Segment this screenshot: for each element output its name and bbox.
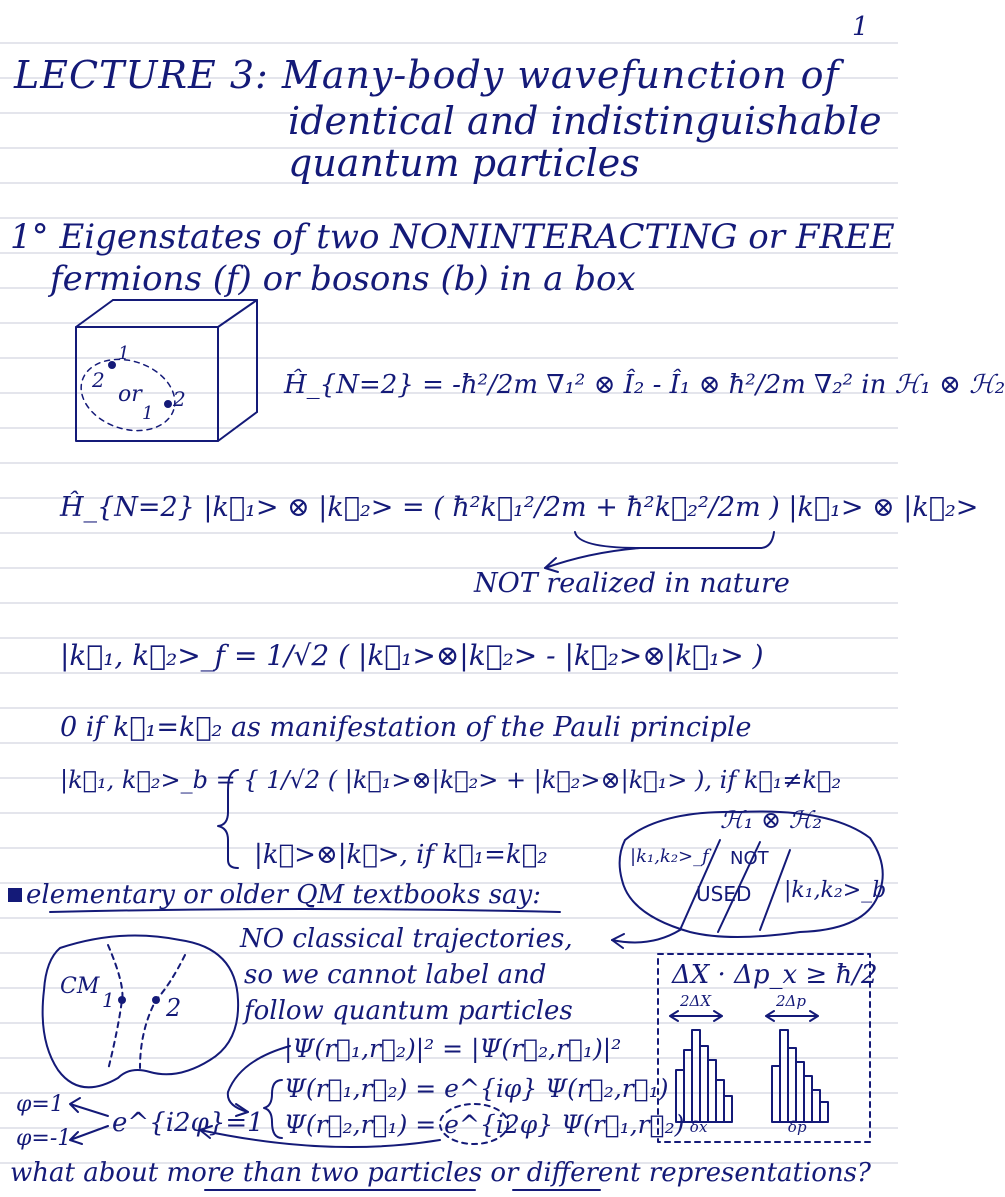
exchange-phase-eq1: Ψ(r⃗₁,r⃗₂) = e^{iφ} Ψ(r⃗₂,r⃗₁) (284, 1074, 669, 1103)
e-i2phi-equals-one: e^{i2φ}=1 (112, 1108, 264, 1138)
trajectory-particle-2: 2 (166, 994, 182, 1022)
not-realized-note: NOT realized in nature (474, 568, 790, 599)
histogram-bin-dp: δp (788, 1118, 807, 1136)
phi-minus-one: φ=-1 (16, 1126, 72, 1151)
blob-used-label: USED (696, 882, 752, 906)
section1-heading-line1: 1° Eigenstates of two NONINTERACTING or FREE (10, 217, 895, 257)
box-particle-1: 1 (118, 343, 130, 364)
section1-heading-line2: fermions (f) or bosons (b) in a box (50, 259, 636, 299)
no-trajectories-line1: NO classical trajectories, (240, 924, 573, 954)
no-trajectories-line2: so we cannot label and (244, 960, 547, 990)
box-or-label: or (118, 382, 142, 407)
closing-question: what about more than two particles or different representations? (10, 1158, 871, 1188)
phi-plus-one: φ=1 (16, 1092, 64, 1117)
boson-state-case1: |k⃗₁, k⃗₂>_b = { 1/√2 ( |k⃗₁>⊗|k⃗₂> + |k⃗₂>⊗|k⃗₁> ), if k⃗₁≠k⃗₂ (60, 766, 842, 794)
pauli-line: 0 if k⃗₁=k⃗₂ as manifestation of the Pauli principle (60, 712, 752, 743)
trajectory-particle-1: 1 (102, 988, 115, 1012)
bullet-square (8, 888, 22, 902)
cm-label: CM (60, 974, 100, 999)
eigen-equation: Ĥ_{N=2} |k⃗₁> ⊗ |k⃗₂> = ( ħ²k⃗₁²/2m + ħ²k⃗₂²/2m ) |k⃗₁> ⊗ |k⃗₂> (60, 492, 979, 523)
exchange-phase-eq2: Ψ(r⃗₂,r⃗₁) = e^{i2φ} Ψ(r⃗₁,r⃗₂) (284, 1110, 685, 1139)
box-particle-2: 2 (92, 368, 105, 392)
lecture-title-line2: identical and indistinguishable (288, 99, 882, 143)
blob-not-label: NOT (730, 848, 769, 869)
fermion-state: |k⃗₁, k⃗₂>_f = 1/√2 ( |k⃗₁>⊗|k⃗₂> - |k⃗₂>⊗|k⃗₁> ) (60, 639, 764, 672)
no-trajectories-line3: follow quantum particles (244, 996, 573, 1026)
page-number: 1 (852, 12, 869, 42)
histogram-bin-dx: δx (690, 1118, 708, 1136)
probability-symmetry: |Ψ(r⃗₁,r⃗₂)|² = |Ψ(r⃗₂,r⃗₁)|² (284, 1034, 622, 1063)
hamiltonian-equation: Ĥ_{N=2} = -ħ²/2m ∇₁² ⊗ Î₂ - Î₁ ⊗ ħ²/2m ∇₂² in ℋ₁ ⊗ ℋ₂ (284, 370, 1005, 400)
uncertainty-relation: ΔX · Δp_x ≥ ħ/2 (672, 960, 878, 990)
boson-state-case2: |k⃗>⊗|k⃗>, if k⃗₁=k⃗₂ (254, 840, 548, 870)
lecture-title-line3: quantum particles (288, 141, 640, 185)
hilbert-space-label: ℋ₁ ⊗ ℋ₂ (720, 806, 823, 834)
blob-fermion-label: |k₁,k₂>_f (630, 846, 709, 867)
blob-boson-label: |k₁,k₂>_b (784, 878, 887, 903)
histogram-width-p: 2Δp (776, 992, 806, 1010)
textbooks-bullet: elementary or older QM textbooks say: (26, 880, 541, 910)
lecture-title-line1: LECTURE 3: Many-body wavefunction of (14, 53, 840, 97)
box-particle-2b: 2 (173, 387, 186, 411)
box-particle-1b: 1 (142, 403, 154, 424)
histogram-width-x: 2ΔX (680, 992, 712, 1010)
